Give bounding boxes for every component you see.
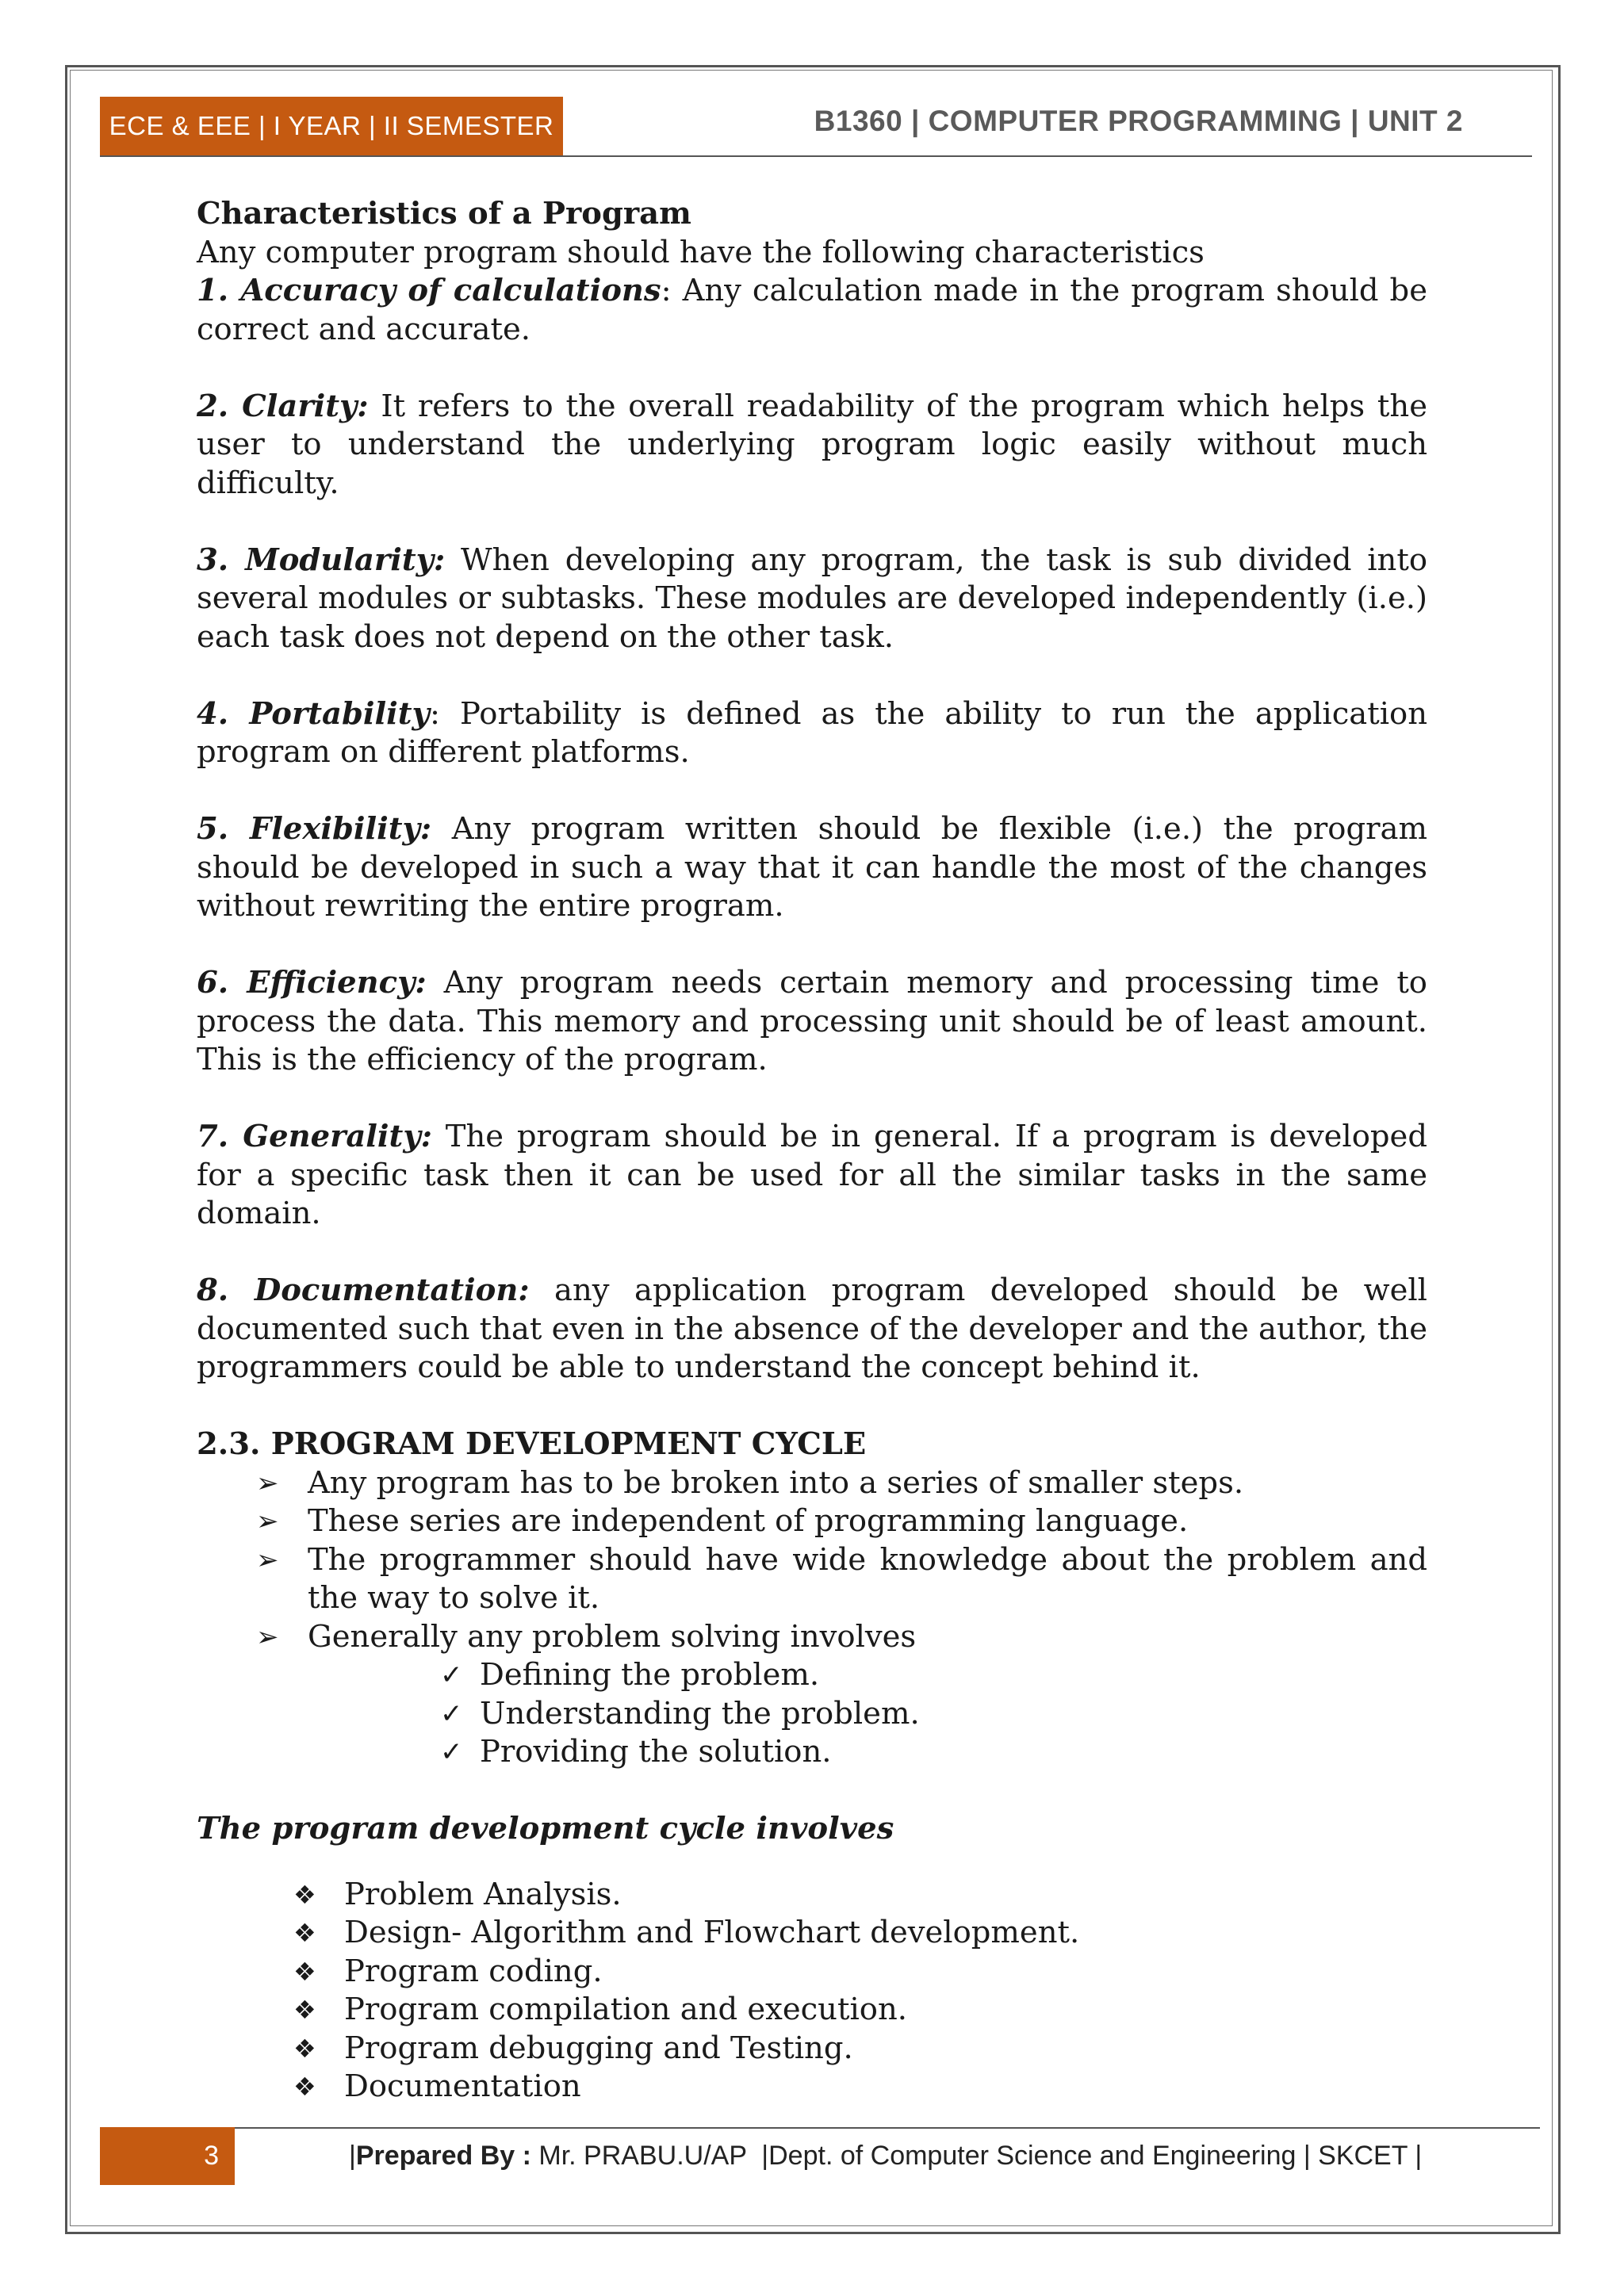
- header-course-tag: ECE & EEE | I YEAR | II SEMESTER: [100, 97, 563, 155]
- cycle-step: [293, 1876, 1427, 1915]
- arrowhead-bullet-icon: ➢: [256, 1506, 279, 1537]
- four-diamond-bullet-icon: ❖: [293, 1879, 316, 1910]
- cycle-step-text: Documentation: [344, 2068, 581, 2104]
- check-mark-icon: ✓: [440, 1659, 463, 1691]
- characteristic-label: 5. Flexibility:: [197, 811, 432, 847]
- four-diamond-bullet-icon: ❖: [293, 1995, 316, 2025]
- characteristic-text: When developing any program, the task is sub divided into several modules or subtasks. These modules are developed independently (i.e.) each task does not depend on the other task.: [197, 541, 1428, 655]
- pdc-bullet-text: Any program has to be broken into a series of smaller steps.: [308, 1464, 1244, 1501]
- characteristic-item: [197, 810, 1427, 926]
- characteristic-text: Any calculation made in the program should be correct and accurate.: [197, 273, 1427, 347]
- characteristic-separator: [427, 965, 444, 1001]
- characteristic-text: Any program needs certain memory and processing time to process the data. This memory and processing unit should be of least amount. This is the efficiency of the program.: [197, 965, 1427, 1077]
- pdc-check: [440, 1733, 1427, 1772]
- characteristic-text: Portability is defined as the ability to run the application program on different platforms.: [197, 695, 1428, 770]
- pdc-bullet: [256, 1464, 1427, 1503]
- characteristic-label: 6. Efficiency:: [197, 965, 427, 1001]
- characteristic-text: any application program developed should be well documented such that even in the absence of the developer and the author, the programmers could be able to understand the concept behind it.: [197, 1272, 1427, 1385]
- characteristic-label: 2. Clarity:: [197, 388, 369, 424]
- cycle-step-text: Design- Algorithm and Flowchart development.: [344, 1915, 1080, 1950]
- page-number: 3: [100, 2127, 235, 2185]
- cycle-step: [293, 1914, 1427, 1953]
- characteristic-text: The program should be in general. If a program is developed for a specific task then it can be used for all the similar tasks in the same domain.: [197, 1119, 1427, 1231]
- arrowhead-bullet-icon: ➢: [256, 1621, 279, 1653]
- pdc-check: [440, 1695, 1427, 1734]
- pdc-bullet-list: [197, 1464, 1427, 1657]
- arrowhead-bullet-icon: ➢: [256, 1467, 279, 1499]
- pdc-bullet: [256, 1502, 1427, 1541]
- cycle-step: [293, 2068, 1427, 2107]
- footer-credits: [349, 2141, 1443, 2172]
- arrowhead-bullet-icon: ➢: [256, 1544, 279, 1576]
- characteristic-text: It refers to the overall readability of the program which helps the user to understand the underlying program logic easily without much difficulty.: [197, 388, 1427, 501]
- pdc-check-list: [197, 1656, 1427, 1772]
- characteristic-item: [197, 1272, 1427, 1387]
- section-title-characteristics: Characteristics of a Program: [197, 196, 691, 232]
- page-content: [197, 195, 1427, 2107]
- four-diamond-bullet-icon: ❖: [293, 2033, 316, 2064]
- cycle-step-text: Problem Analysis.: [344, 1876, 622, 1912]
- section-title-pdc: 2.3. PROGRAM DEVELOPMENT CYCLE: [197, 1426, 867, 1462]
- characteristic-item: [197, 964, 1427, 1080]
- four-diamond-bullet-icon: ❖: [293, 2072, 316, 2102]
- cycle-step: [293, 1953, 1427, 1992]
- characteristic-label: 4. Portability: [197, 695, 430, 732]
- header-divider: [100, 155, 1532, 157]
- cycle-step-text: Program debugging and Testing.: [344, 2030, 853, 2066]
- check-mark-icon: ✓: [440, 1697, 463, 1730]
- characteristic-separator: :: [429, 695, 460, 732]
- characteristics-list: [197, 272, 1427, 1387]
- footer-author: Mr. PRABU.U/AP: [538, 2141, 747, 2171]
- characteristic-item: [197, 541, 1427, 657]
- cycle-steps-list: [197, 1876, 1427, 2107]
- pdc-bullet: [256, 1541, 1427, 1618]
- characteristic-separator: [369, 388, 381, 424]
- characteristic-item: [197, 1118, 1427, 1234]
- pdc-check-text: Understanding the problem.: [480, 1695, 920, 1732]
- characteristic-separator: [432, 1119, 446, 1154]
- characteristic-label: 7. Generality:: [197, 1119, 432, 1154]
- footer-prepared-label: Prepared By :: [355, 2141, 531, 2171]
- characteristic-separator: [431, 811, 452, 847]
- cycle-step: [293, 2030, 1427, 2068]
- footer-department: |Dept. of Computer Science and Engineering | SKCET |: [761, 2141, 1423, 2171]
- characteristic-item: [197, 388, 1427, 503]
- characteristic-separator: :: [661, 273, 683, 308]
- characteristics-intro: Any computer program should have the following characteristics: [197, 234, 1205, 270]
- check-mark-icon: ✓: [440, 1736, 463, 1768]
- pdc-bullet: [256, 1618, 1427, 1657]
- characteristic-label: 1. Accuracy of calculations: [197, 273, 661, 308]
- cycle-step: [293, 1991, 1427, 2030]
- pdc-check-text: Providing the solution.: [480, 1734, 832, 1770]
- characteristic-item: [197, 272, 1427, 349]
- cycle-step-text: Program coding.: [344, 1953, 603, 1989]
- pdc-bullet-text: The programmer should have wide knowledge about the problem and the way to solve it.: [308, 1541, 1427, 1616]
- characteristic-text: Any program written should be flexible (i.e.) the program should be developed in such a way that it can handle the most of the changes without rewriting the entire program.: [197, 811, 1427, 924]
- pdc-check: [440, 1656, 1427, 1695]
- characteristic-separator: [530, 1272, 554, 1308]
- header-subject-title: B1360 | COMPUTER PROGRAMMING | UNIT 2: [814, 105, 1463, 137]
- characteristic-item: [197, 695, 1427, 772]
- footer-divider: [235, 2127, 1540, 2129]
- cycle-subtitle: The program development cycle involves: [197, 1811, 894, 1846]
- pdc-check-text: Defining the problem.: [480, 1657, 820, 1693]
- characteristic-separator: [445, 542, 461, 578]
- four-diamond-bullet-icon: ❖: [293, 1918, 316, 1948]
- four-diamond-bullet-icon: ❖: [293, 1956, 316, 1987]
- pdc-bullet-text: Generally any problem solving involves: [308, 1618, 917, 1655]
- cycle-step-text: Program compilation and execution.: [344, 1992, 907, 2027]
- characteristic-label: 8. Documentation:: [197, 1272, 530, 1308]
- footer-prefix: |: [349, 2141, 356, 2171]
- pdc-bullet-text: These series are independent of programming language.: [308, 1503, 1189, 1539]
- characteristic-label: 3. Modularity:: [197, 541, 446, 578]
